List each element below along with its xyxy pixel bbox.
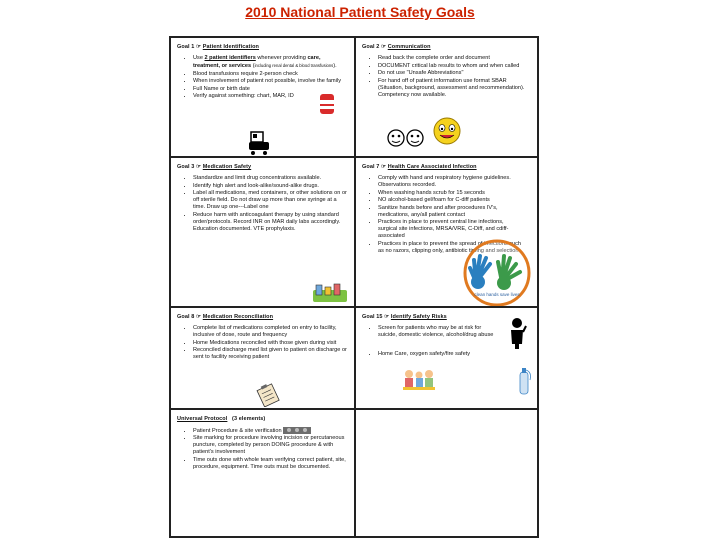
goal-2-cell [355,37,538,157]
goal-1-topic: Patient Identification [202,44,260,50]
list-item: • Complete list of medications completed on entry to facility, inclusive of dose, route and frequency [193,325,348,339]
universal-protocol-topic: (3 elements) [232,416,266,422]
smiley-face-icon [432,116,462,146]
goal-3-list [171,175,354,233]
goal-8-heading: Goal 8 [177,314,195,320]
list-item: • Patient Procedure & site verification [193,427,348,435]
list-item: • For hand off of patient information use format SBAR (Situation, background, assessment and recommendation). Competency now available. [378,78,531,99]
list-item: • Use 2 patient identifiers whenever providing care, treatment, or services (including renal dental & blood transfusions). [193,55,348,70]
list-item: • Reconciled discharge med list given to patient on discharge or sent to facility receiving patient [193,347,348,361]
list-item: • Identify high alert and look-alike/sound-alike drugs. [193,183,348,190]
goal-8-topic: Medication Reconciliation [202,314,274,320]
list-item: • Verify against something: chart, MAR, ID [193,93,348,100]
goal-1-cell [170,37,355,157]
id-wristband-icon [319,93,335,115]
list-item: • Do not use "Unsafe Abbreviations" [378,70,531,77]
universal-protocol-list [171,427,354,471]
clipboard-checklist-icon [255,383,283,407]
pointing-hand-icon: ☞ [196,164,202,170]
pointing-hand-icon: ☞ [384,314,390,320]
surgical-team-photo [283,427,311,434]
goal-2-topic: Communication [387,44,431,50]
goal-2-heading: Goal 2 [362,44,380,50]
list-item: • Screen for patients who may be at risk for suicide, domestic violence, alcohol/drug abuse [378,325,495,339]
list-item: • Full Name or birth date [193,86,348,93]
goal-1-header [177,44,354,50]
medication-bottles-icon [311,282,351,304]
pointing-hand-icon: ☞ [196,314,202,320]
list-item: • DOCUMENT critical lab results to whom and when called [378,63,531,70]
list-item: • Home Medications reconciled with those given during visit [193,340,348,347]
talking-faces-icon [386,126,426,150]
list-item: • Reduce harm with anticoagulant therapy by using standard order/protocols. Record INR on MAR daily labs accordingly. Education documented. VTE prophylaxis. [193,212,348,233]
list-item: • Blood transfusions require 2-person check [193,71,348,78]
goal-7-header [362,164,537,170]
pointing-hand-icon: ☞ [381,44,387,50]
goal-3-header [177,164,354,170]
list-item: • Comply with hand and respiratory hygiene guidelines. Observations recorded. [378,175,523,189]
goal-8-list [171,325,354,361]
list-item: • Standardize and limit drug concentrations available. [193,175,348,182]
goal-3-topic: Medication Safety [202,164,252,170]
list-item: • When washing hands scrub for 15 seconds [378,190,523,197]
goal-15-heading: Goal 15 [362,314,383,320]
patient-bed-icon [247,130,273,156]
family-group-icon [402,368,436,390]
list-item: • Label all medications, med containers, or other solutions on or off sterile field. Do not draw up more than one syringe at a time. Draw up one---Label one [193,190,348,211]
list-item: • Practices in place to prevent the spread of infections such as no razors, clipping only, antibiotic timing and selection [378,241,523,255]
goal-2-header [362,44,537,50]
goal-7-cell [355,157,538,307]
list-item: • Practices in place to prevent central line infections, surgical site infections, MRSA/VRE, C-Diff, and cdiff-associated [378,219,523,240]
empty-cell [355,409,538,537]
goal-15-cell [355,307,538,409]
list-item: • Time outs done with whole team verifying correct patient, site, procedure, equipment. Time outs must be documented. [193,457,348,471]
goal-8-header [177,314,354,320]
goal-7-topic: Health Care Associated Infection [387,164,477,170]
pointing-hand-icon: ☞ [381,164,387,170]
universal-protocol-heading: Universal Protocol [177,416,228,422]
goal-2-list [356,55,537,99]
goal-7-heading: Goal 7 [362,164,380,170]
goal-15-topic: Identify Safety Risks [390,314,447,320]
list-item: • When involvement of patient not possible, involve the family [193,78,348,85]
goal-8-cell [170,307,355,409]
pointing-hand-icon: ☞ [196,44,202,50]
goals-grid [169,36,539,538]
goal-3-heading: Goal 3 [177,164,195,170]
goal-3-cell [170,157,355,307]
list-item: • Site marking for procedure involving incision or percutaneous puncture, completed by person DOING procedure & with patient's involvement [193,435,348,456]
list-item: • Read back the complete order and document [378,55,531,62]
list-item: • Home Care, oxygen safety/fire safety [378,351,495,358]
goal-1-heading: Goal 1 [177,44,195,50]
oxygen-tank-icon [514,366,534,396]
list-item: • Sanitize hands before and after procedures IV's, medications, any/all patient contact [378,205,523,219]
list-item: • NO alcohol-based gel/foam for C-diff patients [378,197,523,204]
logo-text: clean hands save lives [474,292,520,297]
page-title: 2010 National Patient Safety Goals [245,4,475,20]
clean-hands-logo [462,238,532,307]
person-silhouette-icon [506,316,528,350]
universal-protocol-cell [170,409,355,537]
universal-protocol-header [177,416,354,422]
